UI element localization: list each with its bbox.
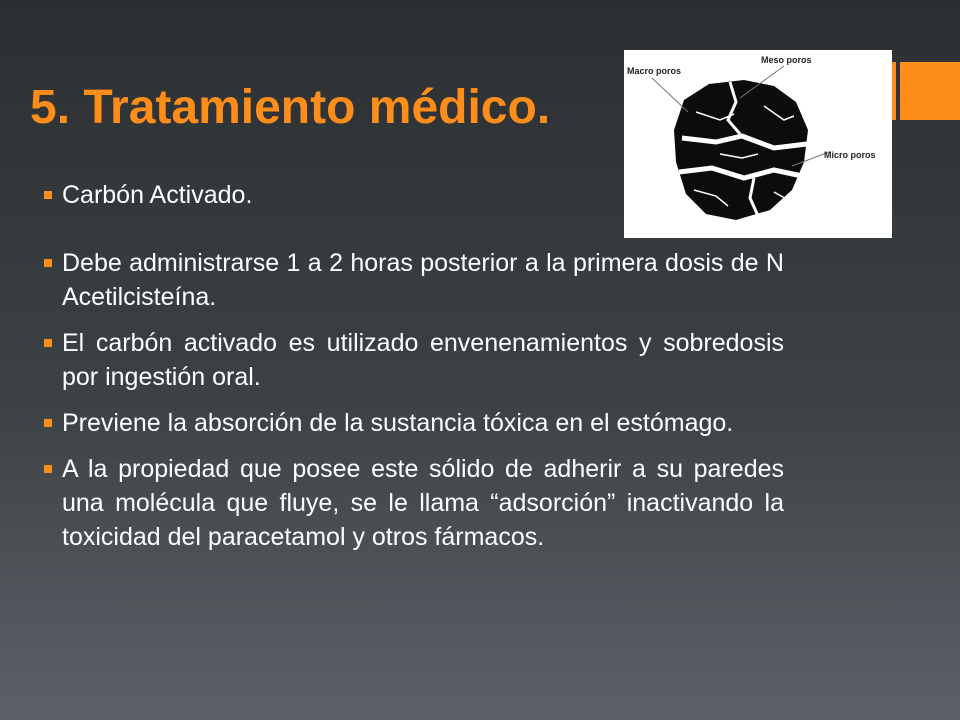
bullet-square-icon [44, 339, 52, 347]
bullet-text: A la propiedad que posee este sólido de adherir a su paredes una molécula que fluye, se le llama “adsorción” inactivando la toxicidad del paracetamol y otros fármacos. [62, 455, 784, 551]
bullet-list [44, 178, 784, 566]
bullet-text: Carbón Activado. [62, 181, 253, 209]
bullet-square-icon [44, 419, 52, 427]
bullet-item [44, 452, 784, 554]
meso-pores-label: Meso poros [761, 55, 812, 65]
slide-title: 5. Tratamiento médico. [30, 81, 551, 134]
bullet-square-icon [44, 259, 52, 267]
macro-pointer [652, 78, 688, 112]
accent-box [900, 62, 960, 120]
bullet-text: Previene la absorción de la sustancia tóxica en el estómago. [62, 409, 734, 437]
bullet-text: Debe administrarse 1 a 2 horas posterior a la primera dosis de N Acetilcisteína. [62, 249, 784, 311]
bullet-text: El carbón activado es utilizado envenenamientos y sobredosis por ingestión oral. [62, 329, 784, 391]
micro-pores-label: Micro poros [824, 150, 876, 160]
bullet-item [44, 326, 784, 394]
bullet-item [44, 406, 784, 440]
bullet-square-icon [44, 465, 52, 473]
macro-pores-label: Macro poros [627, 66, 682, 76]
accent-line [892, 62, 896, 120]
bullet-item [44, 246, 784, 314]
bullet-item [44, 178, 784, 212]
bullet-square-icon [44, 191, 52, 199]
